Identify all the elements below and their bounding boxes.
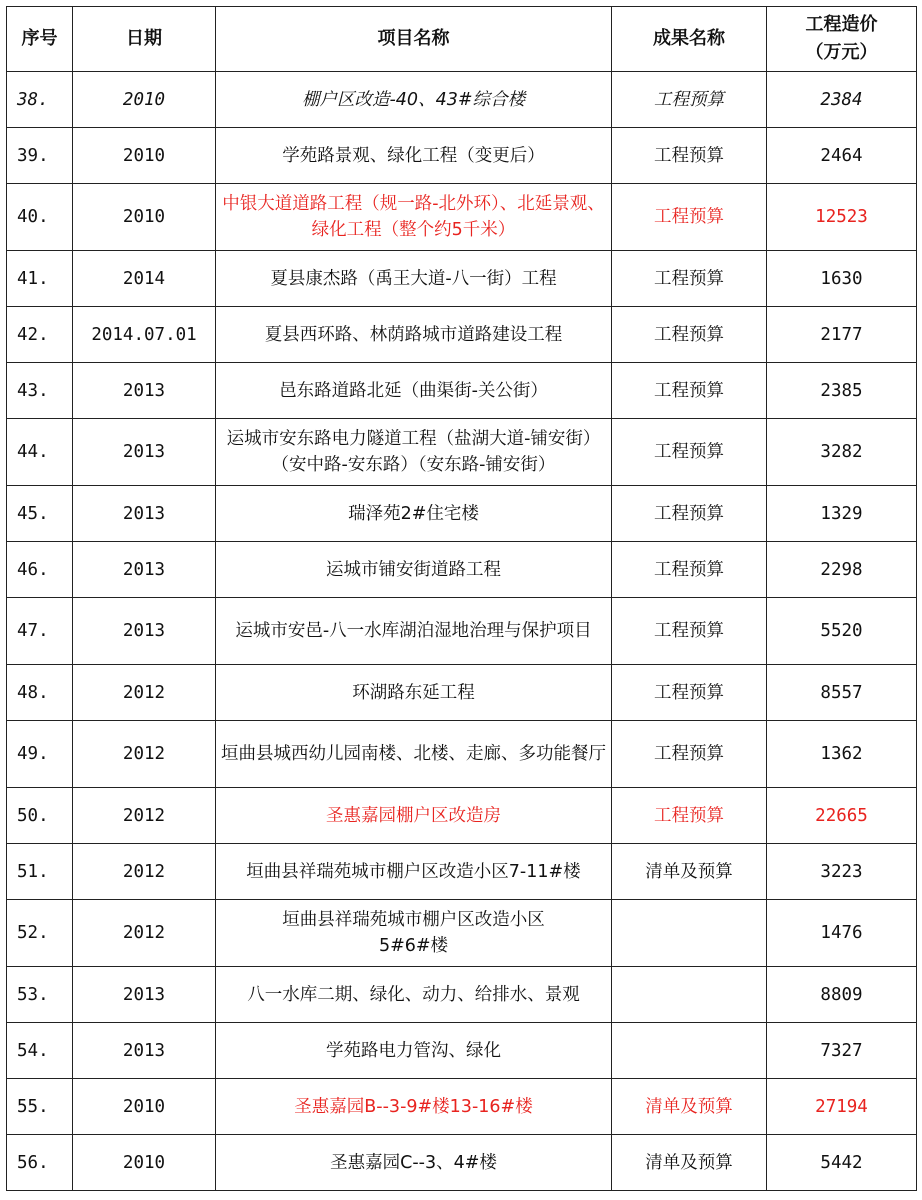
table-row [7, 307, 917, 363]
row-index: 47. [7, 598, 73, 665]
table-row [7, 128, 917, 184]
row-project-name: 学苑路电力管沟、绿化 [216, 1023, 612, 1079]
table-row [7, 1023, 917, 1079]
row-date: 2014 [73, 251, 216, 307]
row-date: 2010 [73, 128, 216, 184]
row-result-name: 工程预算 [612, 307, 767, 363]
row-date: 2014.07.01 [73, 307, 216, 363]
row-project-name: 夏县西环路、林荫路城市道路建设工程 [216, 307, 612, 363]
row-project-name: 运城市安邑-八一水库湖泊湿地治理与保护项目 [216, 598, 612, 665]
row-date: 2012 [73, 900, 216, 967]
table-row [7, 251, 917, 307]
row-date: 2010 [73, 72, 216, 128]
table-row [7, 721, 917, 788]
row-result-name [612, 1023, 767, 1079]
row-project-name: 垣曲县祥瑞苑城市棚户区改造小区 5#6#楼 [216, 900, 612, 967]
row-index: 38. [7, 72, 73, 128]
row-result-name [612, 900, 767, 967]
row-project-name: 瑞泽苑2#住宅楼 [216, 486, 612, 542]
row-project-name: 垣曲县城西幼儿园南楼、北楼、走廊、多功能餐厅 [216, 721, 612, 788]
table-row [7, 788, 917, 844]
row-index: 41. [7, 251, 73, 307]
table-row [7, 419, 917, 486]
row-project-name: 运城市铺安街道路工程 [216, 542, 612, 598]
row-result-name: 工程预算 [612, 363, 767, 419]
row-project-name: 圣惠嘉园棚户区改造房 [216, 788, 612, 844]
header-project-name: 项目名称 [216, 7, 612, 72]
row-result-name: 工程预算 [612, 419, 767, 486]
table-row [7, 598, 917, 665]
row-date: 2010 [73, 184, 216, 251]
header-date: 日期 [73, 7, 216, 72]
row-cost: 2298 [767, 542, 917, 598]
row-cost: 1329 [767, 486, 917, 542]
row-cost: 2385 [767, 363, 917, 419]
table-row [7, 184, 917, 251]
header-index: 序号 [7, 7, 73, 72]
row-index: 49. [7, 721, 73, 788]
row-project-name: 棚户区改造-40、43#综合楼 [216, 72, 612, 128]
table-row [7, 1135, 917, 1191]
row-result-name: 清单及预算 [612, 844, 767, 900]
row-cost: 3223 [767, 844, 917, 900]
table-row [7, 542, 917, 598]
row-date: 2013 [73, 598, 216, 665]
row-date: 2012 [73, 665, 216, 721]
row-cost: 2464 [767, 128, 917, 184]
row-project-name: 垣曲县祥瑞苑城市棚户区改造小区7-11#楼 [216, 844, 612, 900]
row-result-name: 工程预算 [612, 72, 767, 128]
row-date: 2010 [73, 1079, 216, 1135]
row-cost: 1362 [767, 721, 917, 788]
row-result-name: 清单及预算 [612, 1135, 767, 1191]
row-cost: 7327 [767, 1023, 917, 1079]
row-index: 55. [7, 1079, 73, 1135]
row-index: 52. [7, 900, 73, 967]
row-project-name: 圣惠嘉园C--3、4#楼 [216, 1135, 612, 1191]
row-date: 2010 [73, 1135, 216, 1191]
row-date: 2013 [73, 486, 216, 542]
row-index: 53. [7, 967, 73, 1023]
row-project-name: 夏县康杰路（禹王大道-八一街）工程 [216, 251, 612, 307]
row-index: 54. [7, 1023, 73, 1079]
row-result-name: 工程预算 [612, 788, 767, 844]
row-cost: 12523 [767, 184, 917, 251]
row-index: 44. [7, 419, 73, 486]
row-index: 40. [7, 184, 73, 251]
row-result-name: 工程预算 [612, 665, 767, 721]
row-result-name: 工程预算 [612, 184, 767, 251]
table-row [7, 900, 917, 967]
row-date: 2013 [73, 1023, 216, 1079]
row-index: 56. [7, 1135, 73, 1191]
row-project-name: 八一水库二期、绿化、动力、给排水、景观 [216, 967, 612, 1023]
row-cost: 1630 [767, 251, 917, 307]
row-result-name: 工程预算 [612, 486, 767, 542]
row-cost: 3282 [767, 419, 917, 486]
table-row [7, 967, 917, 1023]
table-row [7, 72, 917, 128]
row-index: 51. [7, 844, 73, 900]
row-project-name: 圣惠嘉园B--3-9#楼13-16#楼 [216, 1079, 612, 1135]
row-index: 48. [7, 665, 73, 721]
row-date: 2012 [73, 844, 216, 900]
row-project-name: 环湖路东延工程 [216, 665, 612, 721]
table-row [7, 844, 917, 900]
header-row [7, 7, 917, 72]
row-index: 42. [7, 307, 73, 363]
row-cost: 1476 [767, 900, 917, 967]
row-cost: 2177 [767, 307, 917, 363]
row-date: 2013 [73, 967, 216, 1023]
row-date: 2013 [73, 363, 216, 419]
row-index: 50. [7, 788, 73, 844]
row-date: 2012 [73, 788, 216, 844]
row-cost: 2384 [767, 72, 917, 128]
row-project-name: 邑东路道路北延（曲渠街-关公街） [216, 363, 612, 419]
row-cost: 22665 [767, 788, 917, 844]
row-project-name: 中银大道道路工程（规一路-北外环）、北延景观、绿化工程（整个约5千米） [216, 184, 612, 251]
row-index: 39. [7, 128, 73, 184]
table-row [7, 486, 917, 542]
row-result-name: 工程预算 [612, 542, 767, 598]
row-cost: 8557 [767, 665, 917, 721]
table-row [7, 363, 917, 419]
row-result-name: 工程预算 [612, 598, 767, 665]
row-cost: 27194 [767, 1079, 917, 1135]
row-project-name: 学苑路景观、绿化工程（变更后） [216, 128, 612, 184]
project-table [6, 6, 917, 1191]
row-project-name: 运城市安东路电力隧道工程（盐湖大道-铺安街）（安中路-安东路）（安东路-铺安街） [216, 419, 612, 486]
table-body [7, 72, 917, 1191]
row-result-name: 工程预算 [612, 251, 767, 307]
row-cost: 8809 [767, 967, 917, 1023]
row-date: 2013 [73, 542, 216, 598]
row-index: 46. [7, 542, 73, 598]
row-date: 2012 [73, 721, 216, 788]
header-result-name: 成果名称 [612, 7, 767, 72]
row-index: 45. [7, 486, 73, 542]
row-cost: 5520 [767, 598, 917, 665]
row-result-name: 工程预算 [612, 128, 767, 184]
row-result-name: 工程预算 [612, 721, 767, 788]
row-index: 43. [7, 363, 73, 419]
row-result-name: 清单及预算 [612, 1079, 767, 1135]
header-cost: 工程造价 （万元） [767, 7, 917, 72]
table-row [7, 665, 917, 721]
row-result-name [612, 967, 767, 1023]
table-row [7, 1079, 917, 1135]
row-cost: 5442 [767, 1135, 917, 1191]
row-date: 2013 [73, 419, 216, 486]
